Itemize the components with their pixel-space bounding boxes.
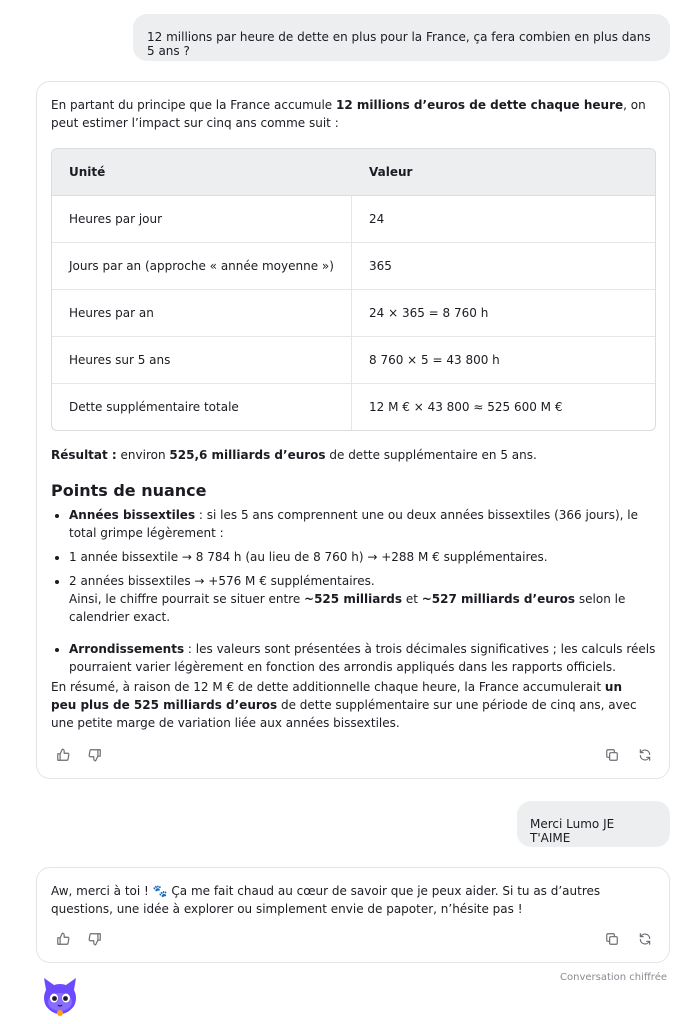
table-header-value: Valeur: [352, 149, 655, 196]
nuance-heading: Points de nuance: [51, 481, 207, 500]
bullet-text: Ainsi, le chiffre pourrait se situer entre: [69, 592, 305, 606]
bullet-bold: ~525 milliards: [304, 592, 403, 606]
user-message-2: [517, 801, 670, 847]
nuance-list: [51, 506, 659, 682]
table-cell: 24 × 365 = 8 760 h: [352, 289, 655, 336]
assistant-message-1: [36, 81, 670, 779]
summary-paragraph: [51, 678, 651, 732]
table-row: [52, 289, 655, 336]
table-header-row: [52, 149, 655, 196]
table-cell: Jours par an (approche « année moyenne »): [52, 242, 352, 289]
table-row: [52, 242, 655, 289]
user-message-text: Merci Lumo JE T'AIME: [530, 817, 615, 845]
thumbs-up-icon[interactable]: [56, 748, 70, 762]
table-cell: Heures par an: [52, 289, 352, 336]
bullet-text: et: [402, 592, 422, 606]
bullet-text: : si les 5 ans comprennent une ou deux années bissextiles (366 jours), le total grimpe légèrement :: [69, 508, 638, 540]
summary-text-end: de dette supplémentaire sur une période de cinq ans, avec une petite marge de variation liée aux années bissextiles.: [51, 698, 637, 730]
thumbs-down-icon[interactable]: [88, 932, 102, 946]
table-cell: Heures sur 5 ans: [52, 336, 352, 383]
result-label: Résultat :: [51, 448, 117, 462]
bullet-text: 2 années bissextiles → +576 M € supplémentaires.: [69, 574, 375, 588]
table-cell: Dette supplémentaire totale: [52, 383, 352, 430]
result-text-end: de dette supplémentaire en 5 ans.: [325, 448, 537, 462]
regenerate-icon[interactable]: [638, 748, 652, 762]
thumbs-up-icon[interactable]: [56, 932, 70, 946]
calculation-table: [51, 148, 656, 431]
result-line: [51, 446, 537, 464]
bullet-text: 1 année bissextile → 8 784 h (au lieu de 8 760 h) → +288 M € supplémentaires.: [69, 550, 548, 564]
assistant-message-text: Aw, merci à toi ! 🐾 Ça me fait chaud au cœur de savoir que je peux aider. Si tu as d’autres questions, une idée à explorer ou simplement envie de papoter, n’hésite pas !: [51, 884, 601, 916]
summary-text: En résumé, à raison de 12 M € de dette additionnelle chaque heure, la France accumulerait: [51, 680, 605, 694]
result-bold: 525,6 milliards d’euros: [169, 448, 326, 462]
bullet-text: selon le calendrier exact.: [69, 592, 626, 624]
bullet-bold: Arrondissements: [69, 642, 185, 656]
table-cell: 12 M € × 43 800 ≈ 525 600 M €: [352, 383, 655, 430]
list-item: [69, 548, 659, 566]
summary-bold: un peu plus de 525 milliards d’euros: [51, 680, 622, 712]
table-row: [52, 383, 655, 430]
intro-text-end: , on peut estimer l’impact sur cinq ans comme suit :: [51, 98, 646, 130]
table-cell: 24: [369, 212, 385, 226]
list-item: [69, 640, 659, 676]
list-item: [69, 572, 659, 626]
table-row: [52, 336, 655, 383]
user-message-1: [133, 14, 670, 61]
user-message-text: 12 millions par heure de dette en plus pour la France, ça fera combien en plus dans 5 ans ?: [147, 30, 651, 58]
intro-bold: 12 millions d’euros de dette chaque heure: [335, 98, 624, 112]
lumo-cat-avatar-icon: [40, 976, 80, 1018]
intro-paragraph: [51, 96, 655, 132]
regenerate-icon[interactable]: [638, 932, 652, 946]
result-text: environ: [116, 448, 170, 462]
copy-icon[interactable]: [605, 748, 619, 762]
table-header-unit: Unité: [52, 149, 352, 196]
list-item: [69, 506, 659, 542]
table-row: [52, 196, 655, 242]
table-cell: 365: [352, 242, 655, 289]
table-cell: 8 760 × 5 = 43 800 h: [352, 336, 655, 383]
encrypted-conversation-label: Conversation chiffrée: [560, 972, 667, 983]
thumbs-down-icon[interactable]: [88, 748, 102, 762]
bullet-bold: Années bissextiles: [69, 508, 196, 522]
copy-icon[interactable]: [605, 932, 619, 946]
intro-text: En partant du principe que la France accumule: [51, 98, 336, 112]
assistant-message-2: [36, 867, 670, 963]
table-cell: Heures par jour: [52, 196, 352, 242]
bullet-text: : les valeurs sont présentées à trois décimales significatives ; les calculs réels pourraient varier légèrement en fonction des arrondis appliqués dans les rapports officiels.: [69, 642, 656, 674]
bullet-bold: ~527 milliards d’euros: [421, 592, 576, 606]
